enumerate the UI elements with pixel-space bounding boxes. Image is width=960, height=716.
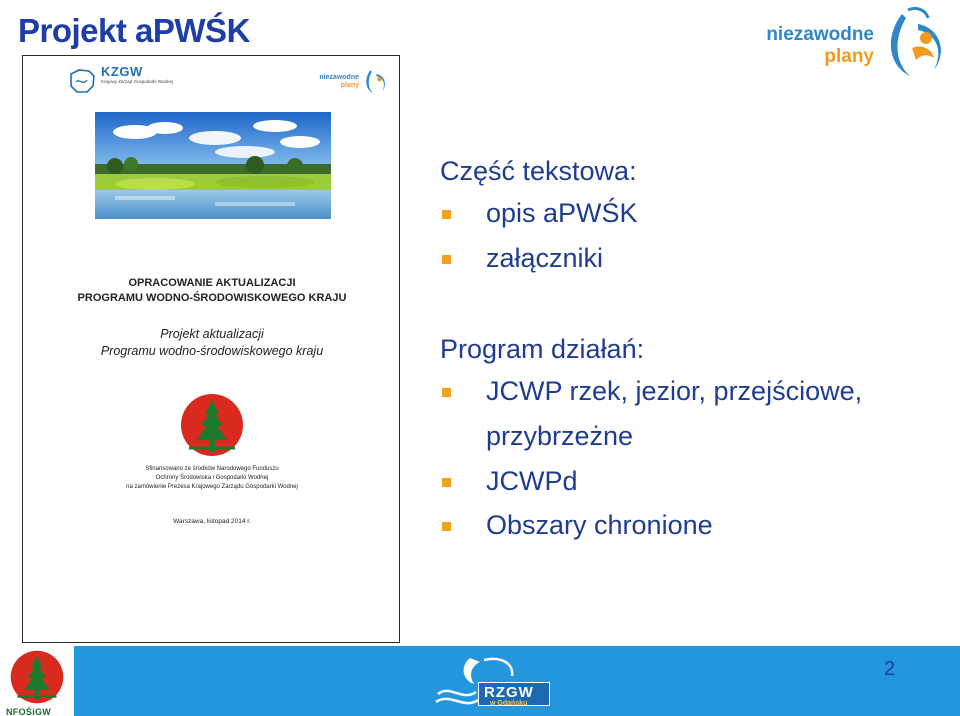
page-number: 2	[884, 658, 896, 680]
nfosigw-label: NFOŚiGW	[6, 707, 52, 716]
water-figure-icon	[363, 64, 389, 98]
section-heading-text: Część tekstowa:	[440, 156, 637, 186]
list-item-text: opis aPWŚK	[486, 198, 638, 228]
kzgw-logo	[67, 64, 187, 98]
list-item-text: JCWP rzek, jezior, przejściowe,	[486, 376, 863, 406]
section-heading-program: Program działań:	[440, 334, 645, 364]
rzgw-city: w Gdańsku	[490, 700, 528, 707]
nfosigw-emblem-icon	[179, 392, 245, 458]
brand-line2: plany	[824, 46, 874, 67]
cover-date: Warszawa, listopad 2014 r.	[173, 518, 251, 525]
cover-heading	[23, 276, 401, 306]
square-bullet-icon	[442, 388, 451, 397]
list-item-text: przybrzeżne	[486, 421, 634, 451]
nfosigw-logo	[0, 646, 74, 716]
rzgw-logo	[432, 654, 552, 716]
mini-brand-logo	[309, 64, 389, 98]
nfosigw-emblem-icon	[9, 648, 65, 706]
slide-title: Projekt aPWŚK	[18, 12, 250, 49]
cover-subheading-line1: Projekt aktualizacji	[160, 327, 264, 341]
rzgw-name: RZGW	[484, 684, 534, 701]
square-bullet-icon	[442, 522, 451, 531]
cover-heading-line2: PROGRAMU WODNO-ŚRODOWISKOWEGO KRAJU	[77, 292, 347, 304]
list-item-text: załączniki	[486, 243, 604, 273]
mini-brand-line2: plany	[340, 82, 359, 89]
water-figure-icon	[882, 4, 952, 82]
square-bullet-icon	[442, 255, 451, 264]
brand-line1: niezawodne	[766, 24, 874, 45]
square-bullet-icon	[442, 210, 451, 219]
list-item-text: Obszary chronione	[486, 510, 713, 540]
list-item-text: JCWPd	[486, 466, 578, 496]
cover-heading-line1: OPRACOWANIE AKTUALIZACJI	[128, 277, 296, 289]
cover-funding-line1: Sfinansowano ze środków Narodowego Funduszu	[145, 466, 279, 472]
kzgw-subtitle: Krajowy Zarząd Gospodarki Wodnej	[101, 79, 173, 84]
square-bullet-icon	[442, 478, 451, 487]
wetland-landscape-photo	[95, 112, 331, 219]
kzgw-name: KZGW	[101, 64, 143, 79]
cover-funding-line3: na zamówienie Prezesa Krajowego Zarządu Gospodarki Wodnej	[126, 484, 298, 490]
cover-subheading-line2: Programu wodno-środowiskowego kraju	[100, 344, 324, 358]
mini-brand-line1: niezawodne	[319, 74, 359, 81]
cover-subheading	[23, 326, 401, 360]
poland-map-icon	[67, 66, 97, 96]
cover-funding-line2: Ochrony Środowiska i Gospodarki Wodnej	[155, 475, 269, 481]
footer-bar	[0, 646, 960, 716]
niezawodne-plany-logo	[764, 4, 956, 82]
cover-funding	[23, 465, 401, 492]
document-cover	[22, 55, 400, 643]
